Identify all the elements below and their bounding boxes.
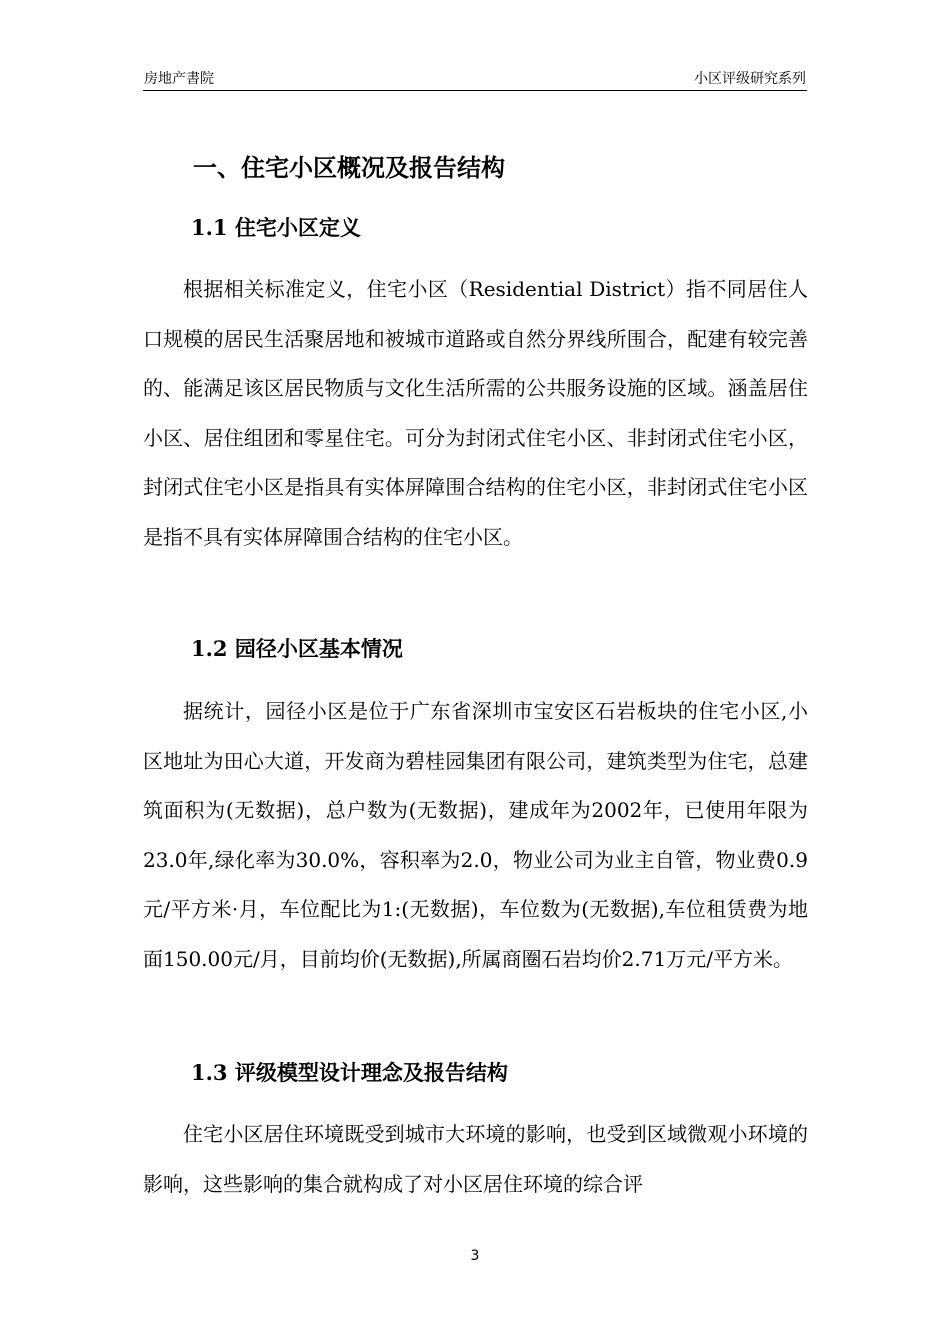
section-title: 一、住宅小区概况及报告结构 <box>193 153 505 182</box>
page-number: 3 <box>470 1248 480 1264</box>
paragraph-basic-info: 据统计，园径小区是位于广东省深圳市宝安区石岩板块的住宅小区,小区地址为田心大道，开发商为碧桂园集团有限公司，建筑类型为住宅，总建筑面积为(无数据)，总户数为(无数据)，建成年为2002年，已使用年限为23.0年,绿化率为30.0%，容积率为2.0，物业公司为业主自管，物业费0.9元/平方米·月，车位配比为1:(无数据)，车位数为(无数据),车位租赁费为地面150.00元/月，目前均价(无数据),所属商圈石岩均价2.71万元/平方米。 <box>143 699 808 971</box>
header-right-text: 小区评级研究系列 <box>694 71 806 87</box>
paragraph-model-design: 住宅小区居住环境既受到城市大环境的影响，也受到区域微观小环境的影响，这些影响的集合就构成了对小区居住环境的综合评 <box>143 1122 808 1196</box>
paragraph-definition: 根据相关标准定义，住宅小区（Residential District）指不同居住人口规模的居民生活聚居地和被城市道路或自然分界线所围合，配建有较完善的、能满足该区居民物质与文化生活所需的公共服务设施的区域。涵盖居住小区、居住组团和零星住宅。可分为封闭式住宅小区、非封闭式住宅小区，封闭式住宅小区是指具有实体屏障围合结构的住宅小区，非封闭式住宅小区是指不具有实体屏障围合结构的住宅小区。 <box>143 277 808 549</box>
page-header <box>143 68 807 91</box>
heading-1-1: 1.1 住宅小区定义 <box>191 215 361 240</box>
heading-1-2: 1.2 园径小区基本情况 <box>191 636 403 661</box>
heading-1-3: 1.3 评级模型设计理念及报告结构 <box>191 1060 508 1085</box>
header-left-text: 房地产書院 <box>144 71 214 87</box>
